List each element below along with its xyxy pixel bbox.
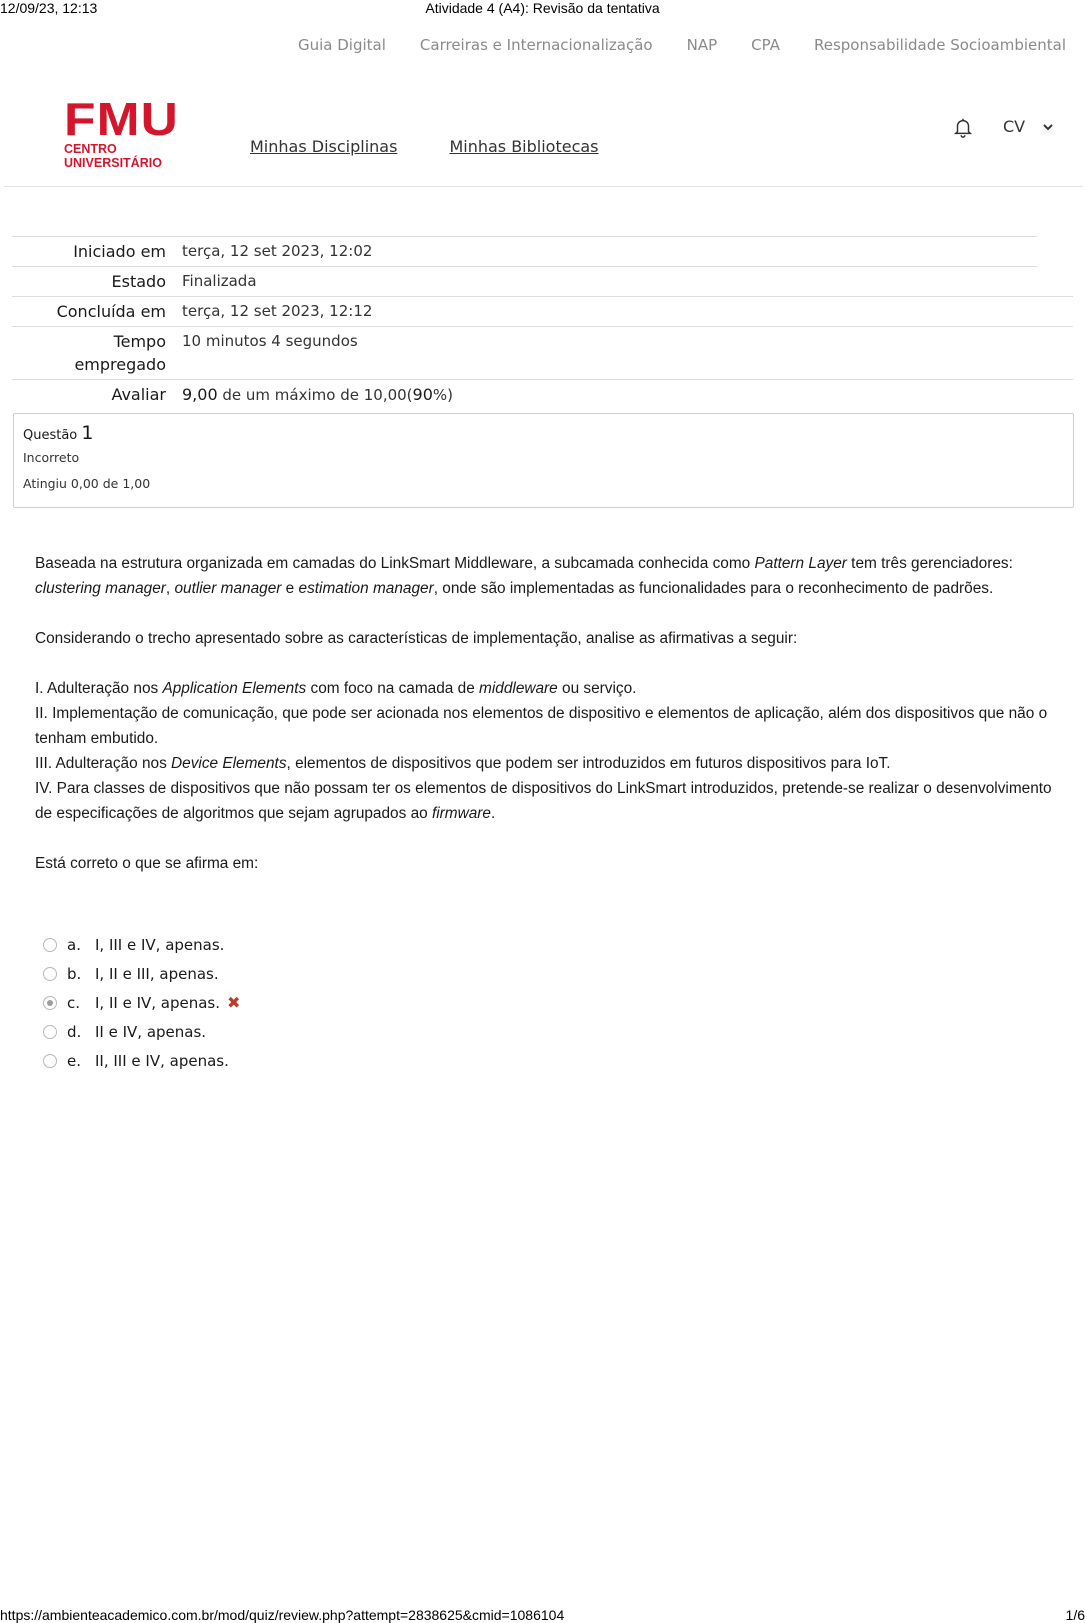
time-label-line1: Tempo [113, 332, 166, 351]
option-letter: b. [67, 964, 82, 983]
logo-subtitle: CENTRO UNIVERSITÁRIO [64, 142, 162, 170]
completed-value: terça, 12 set 2023, 12:12 [182, 302, 373, 320]
nav-minhas-bibliotecas[interactable]: Minhas Bibliotecas [449, 137, 599, 156]
answer-option-d[interactable] [43, 1017, 240, 1046]
option-letter: a. [67, 935, 81, 954]
text-run: , [165, 580, 175, 597]
nav-minhas-disciplinas[interactable]: Minhas Disciplinas [250, 137, 398, 156]
bell-icon[interactable] [952, 116, 974, 138]
text-run-italic: estimation manager [298, 580, 434, 597]
state-label: Estado [111, 272, 166, 291]
answer-option-a[interactable] [43, 930, 240, 959]
text-run: Baseada na estrutura organizada em camadas do LinkSmart Middleware, a subcamada conhecida como [35, 555, 755, 572]
text-run: I. Adulteração nos [35, 680, 163, 697]
text-run: com foco na camada de [306, 680, 480, 697]
question-prompt: Está correto o que se afirma em: [35, 855, 259, 872]
started-value: terça, 12 set 2023, 12:02 [182, 242, 373, 260]
text-run: tem três gerenciadores: [846, 555, 1013, 572]
answer-options [43, 930, 240, 1075]
text-run: , elementos de dispositivos que podem ser introduzidos em futuros dispositivos para IoT. [286, 755, 891, 772]
text-run: , onde são implementadas as funcionalidades para o reconhecimento de padrões. [433, 580, 994, 597]
radio-b[interactable] [43, 967, 57, 981]
top-link-carreiras[interactable]: Carreiras e Internacionalização [419, 36, 653, 54]
option-letter: c. [67, 993, 81, 1012]
statement-2: II. Implementação de comunicação, que pode ser acionada nos elementos de dispositivo e elementos de aplicação, além dos dispositivos que não o tenham embutido. [35, 705, 1048, 747]
grade-score: 9,00 [182, 385, 218, 404]
question-info-box [13, 413, 1074, 508]
option-text: I, II e IV, apenas. [95, 993, 221, 1012]
state-value: Finalizada [182, 272, 257, 290]
grade-middle: de um máximo de 10,00( [222, 386, 413, 404]
statement-1 [35, 676, 1055, 701]
print-url: https://ambienteacademico.com.br/mod/quiz/review.php?attempt=2838625&cmid=1086104 [0, 1607, 565, 1623]
radio-c-selected[interactable] [43, 996, 57, 1010]
summary-row-state [12, 266, 1037, 296]
question-state: Incorreto [23, 450, 80, 465]
time-label-line2: empregado [74, 355, 166, 374]
attempt-summary [12, 236, 1073, 410]
text-run: . [490, 805, 496, 822]
radio-e[interactable] [43, 1054, 57, 1068]
print-title: Atividade 4 (A4): Revisão da tentativa [425, 0, 660, 16]
print-footer [0, 1605, 1085, 1623]
answer-option-e[interactable] [43, 1046, 240, 1075]
grade-value [166, 380, 453, 410]
option-text: II, III e IV, apenas. [95, 1051, 229, 1070]
logo-wordmark: FMU [64, 93, 179, 145]
text-run-italic: Pattern Layer [754, 555, 847, 572]
text-run-italic: outlier manager [174, 580, 282, 597]
radio-a[interactable] [43, 938, 57, 952]
grade-percent: 90 [412, 385, 433, 404]
incorrect-icon: ✖ [227, 993, 241, 1012]
grade-end: %) [432, 386, 453, 404]
answer-option-b[interactable] [43, 959, 240, 988]
top-link-guia-digital[interactable]: Guia Digital [298, 36, 386, 54]
question-text [35, 551, 1055, 876]
question-paragraph-2: Considerando o trecho apresentado sobre as características de implementação, analise as afirmativas a seguir: [35, 630, 798, 647]
completed-label: Concluída em [56, 302, 166, 321]
option-text: I, III e IV, apenas. [95, 935, 225, 954]
text-run: III. Adulteração nos [35, 755, 172, 772]
option-letter: d. [67, 1022, 82, 1041]
text-run-italic: Application Elements [162, 680, 307, 697]
text-run: e [281, 580, 299, 597]
summary-row-completed [12, 296, 1073, 326]
question-paragraph-1 [35, 551, 1055, 601]
summary-row-time [12, 326, 1073, 379]
question-label: Questão [23, 428, 78, 443]
top-link-cpa[interactable]: CPA [751, 36, 780, 54]
text-run: ou serviço. [557, 680, 637, 697]
radio-d[interactable] [43, 1025, 57, 1039]
grade-label: Avaliar [111, 385, 166, 404]
main-nav [250, 137, 599, 156]
chevron-down-icon[interactable] [1042, 121, 1054, 133]
question-grade: Atingiu 0,00 de 1,00 [23, 476, 151, 491]
statement-4 [35, 776, 1055, 826]
time-label [12, 327, 166, 379]
question-number [23, 422, 1064, 444]
text-run: IV. Para classes de dispositivos que não possam ter os elementos de dispositivos do LinkSmart introduzidos, pretende-se realizar o desenvolvimento de especificações de algoritmos que sejam agrupados ao [35, 780, 1052, 822]
top-link-responsabilidade[interactable]: Responsabilidade Socioambiental [813, 36, 1066, 54]
summary-row-grade [12, 379, 1073, 410]
text-run-italic: clustering manager [35, 580, 166, 597]
started-label: Iniciado em [73, 242, 166, 261]
print-page-number: 1/6 [1065, 1607, 1085, 1623]
option-text: I, II e III, apenas. [95, 964, 219, 983]
print-header [0, 0, 1085, 18]
header-divider [4, 186, 1083, 187]
text-run-italic: Device Elements [171, 755, 287, 772]
top-link-nap[interactable]: NAP [686, 36, 718, 54]
statement-3 [35, 751, 1055, 776]
text-run-italic: firmware [431, 805, 491, 822]
option-letter: e. [67, 1051, 81, 1070]
question-number-value: 1 [81, 422, 94, 444]
answer-option-c[interactable] [43, 988, 240, 1017]
summary-row-started [12, 236, 1037, 266]
option-text: II e IV, apenas. [95, 1022, 207, 1041]
fmu-logo[interactable] [64, 93, 204, 170]
text-run-italic: middleware [479, 680, 558, 697]
time-value: 10 minutos 4 segundos [182, 332, 358, 350]
user-initials[interactable]: CV [1003, 117, 1026, 136]
top-links [298, 36, 1066, 54]
print-datetime: 12/09/23, 12:13 [0, 0, 98, 16]
